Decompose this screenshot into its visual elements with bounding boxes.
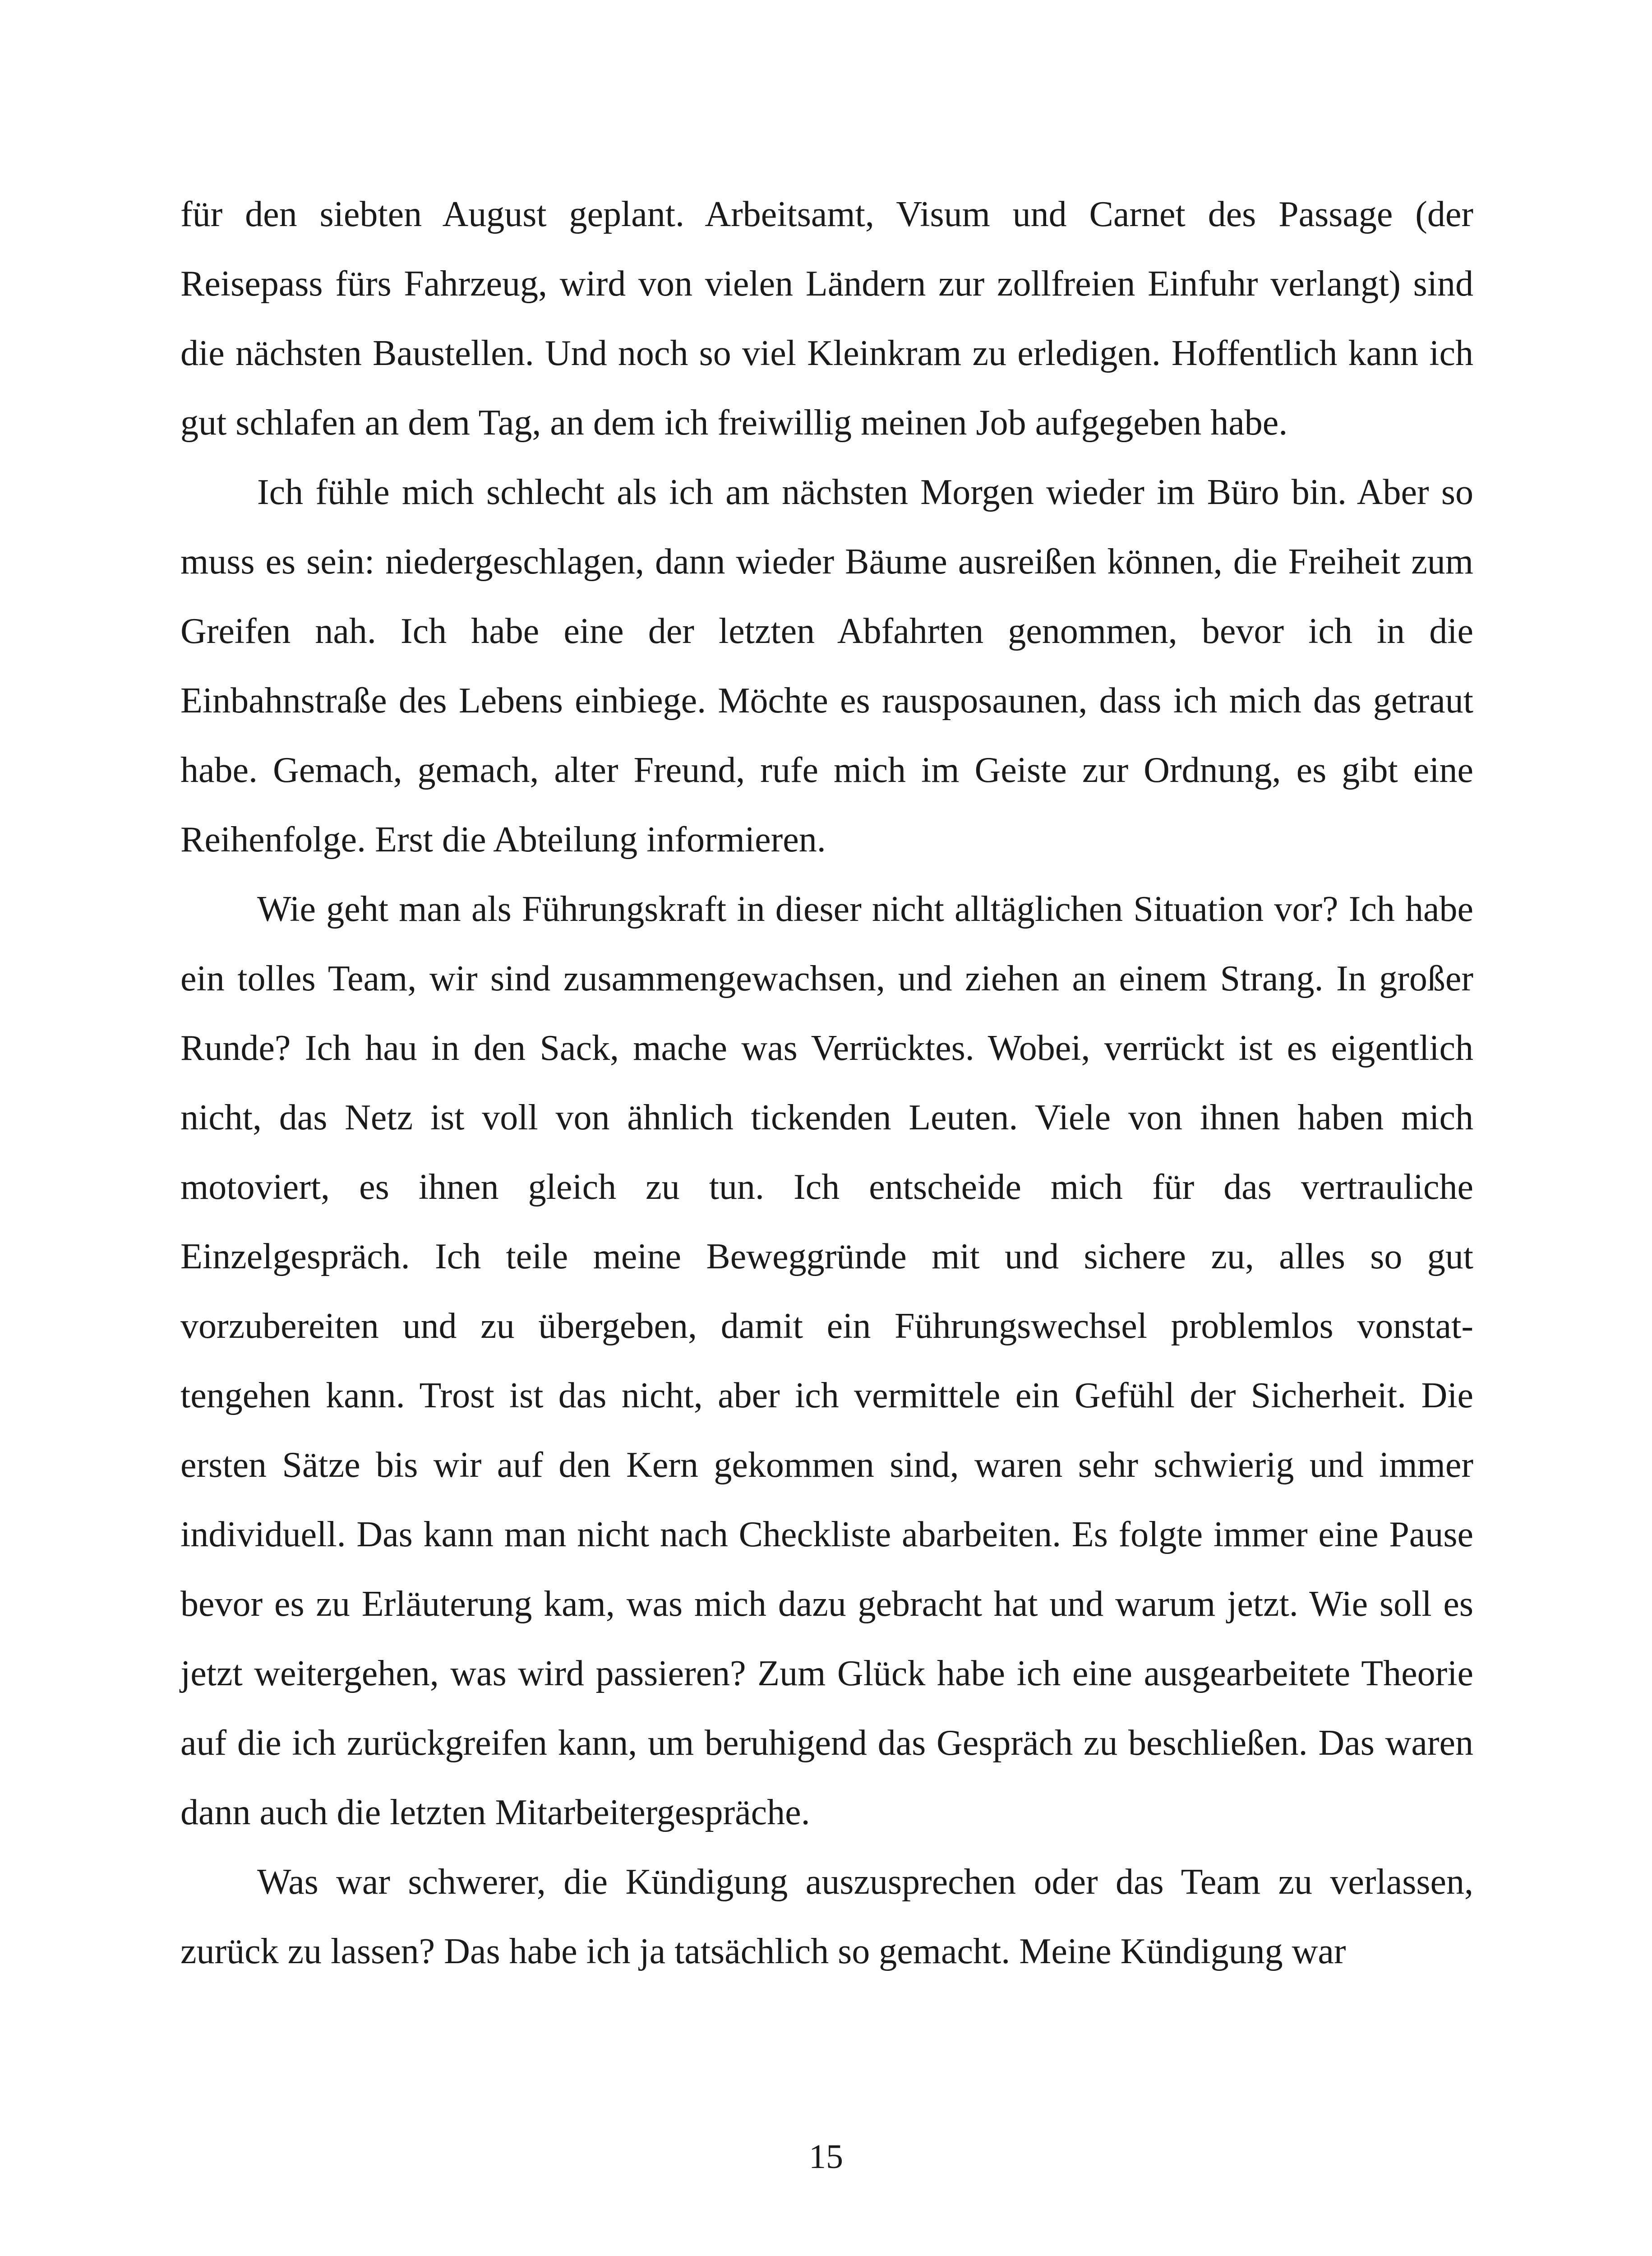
paragraph-1: für den siebten August geplant. Arbeitsamt, Visum und Carnet des Passage (der Reisepass fürs Fahrzeug, wird von vielen Ländern zur zollfreien Einfuhr verlangt) sind die nächsten Baustellen. Und noch so viel Kleinkram zu erledigen. Hoffentlich kann ich gut schlafen an dem Tag, an dem ich freiwillig meinen Job aufgegeben habe. [180,194,1473,443]
page-number: 15 [809,2138,843,2176]
paragraph-3: Wie geht man als Führungskraft in dieser nicht alltäglichen Situation vor? Ich habe ein tolles Team, wir sind zusammengewachsen, und ziehen an einem Strang. In großer Runde? Ich hau in den Sack, mache was Verrücktes. Wobei, verrückt ist es eigentlich nicht, das Netz ist voll von ähnlich tickenden Leuten. Viele von ihnen haben mich motoviert, es ihnen gleich zu tun. Ich entscheide mich für das vertrauliche Einzelgespräch. Ich teile meine Beweggründe mit und sichere zu, alles so gut vorzubereiten und zu übergeben, damit ein Führungswechsel problemlos vonstattengehen kann. Trost ist das nicht, aber ich vermittele ein Gefühl der Sicherheit. Die ersten Sätze bis wir auf den Kern gekommen sind, waren sehr schwierig und immer individuell. Das kann man nicht nach Checkliste abarbeiten. Es folgte immer eine Pause bevor es zu Erläuterung kam, was mich dazu gebracht hat und warum jetzt. Wie soll es jetzt weitergehen, was wird passieren? Zum Glück habe ich eine ausgearbeitete Theorie auf die ich zurückgreifen kann, um beruhigend das Gespräch zu beschließen. Das waren dann auch die letzten Mitarbeitergespräche. [180,889,1473,1832]
body-text [180,180,1473,1986]
paragraph-4: Was war schwerer, die Kündigung auszusprechen oder das Team zu verlassen, zurück zu lassen? Das habe ich ja tatsächlich so gemacht. Meine Kündigung war [180,1862,1473,1971]
paragraph-2: Ich fühle mich schlecht als ich am nächsten Morgen wieder im Büro bin. Aber so muss es sein: niedergeschlagen, dann wieder Bäume ausreißen können, die Freiheit zum Greifen nah. Ich habe eine der letzten Abfahrten genommen, bevor ich in die Einbahnstraße des Lebens einbiege. Möchte es rausposaunen, dass ich mich das getraut habe. Gemach, gemach, alter Freund, rufe mich im Geiste zur Ordnung, es gibt eine Reihenfolge. Erst die Abteilung informieren. [180,472,1473,860]
